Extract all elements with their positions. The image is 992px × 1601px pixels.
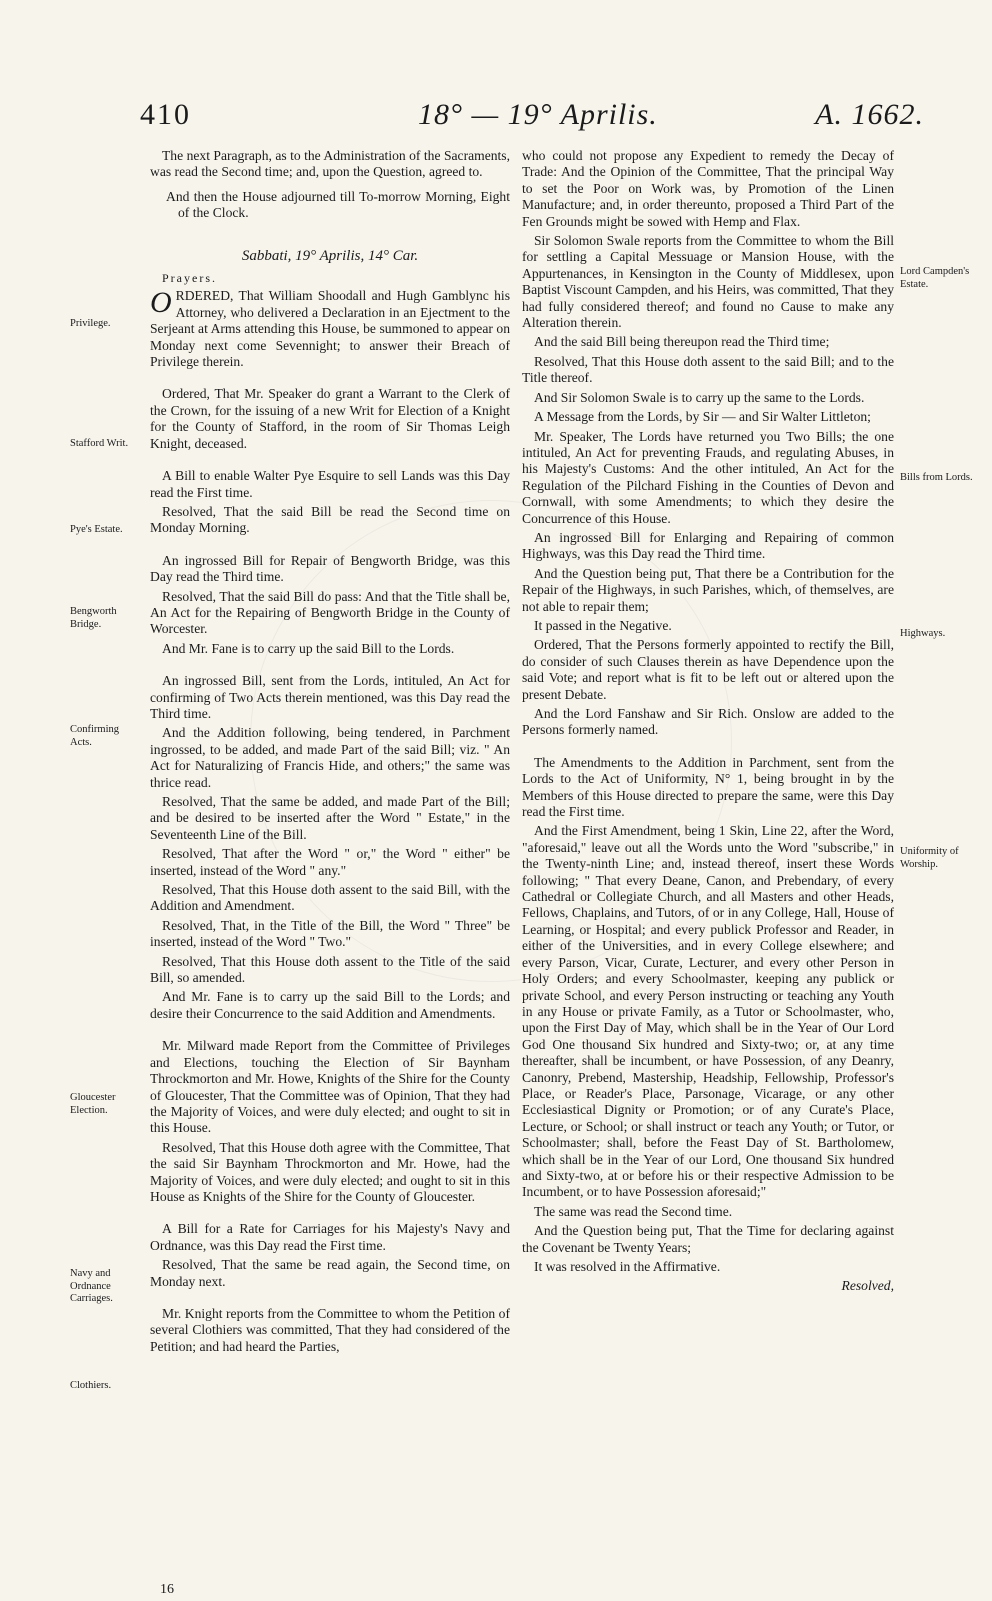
margin-note-bills-lords: Bills from Lords.: [900, 472, 973, 483]
uniformity-question: And the Question being put, That the Time for declaring against the Covenant be Twenty Years;: [522, 1223, 894, 1255]
highways-order: Ordered, That the Persons formerly appointed to rectify the Bill, do consider of such Clauses therein as have Dependence upon the said Vote; and report what is fit to be left out or altered upon the present Debate.: [522, 637, 894, 702]
gloucester-report: Mr. Milward made Report from the Committee of Privileges and Elections, touching the Election of Sir Baynham Throckmorton and Mr. Howe, Knights of the Shire for the County of Gloucester, That the Committee was of Opinion, That they had the Majority of Voices, and were duly elected; and ought to sit in this House.: [150, 1038, 510, 1136]
pye-entry: A Bill to enable Walter Pye Esquire to sell Lands was this Day read the First time.: [150, 468, 510, 500]
confirming-carry: And Mr. Fane is to carry up the said Bill to the Lords; and desire their Concurrence to the said Addition and Amendments.: [150, 989, 510, 1021]
uniformity-amendment: And the First Amendment, being 1 Skin, Line 22, after the Word, "aforesaid," leave out all the Words unto the Word "subscribe," in the Twenty-ninth Line; and, instead thereof, insert these Words following; " That every Deane, Canon, and Prebendary, of every Cathedral or Collegiate Church, and all Masters and other Heads, Fellows, Chaplains, and Tutors, of or in any College, Hall, House of Learning, or Hospital; and every publick Professor and Reader, in either of the Universities, and in every College elsewhere; and every Parson, Vicar, Curate, Lecturer, and every other Person in Holy Orders; and every Schoolmaster, keeping any publick or private School, and every Person instructing or teaching any Youth in any House or private Family, as a Tutor or Schoolmaster, who, upon the First Day of May, which shall be in the Year of Our Lord God One thousand Six hundred and Sixty-two; or, at any time thereafter, shall be incumbent, or have Possession, of any Deanry, Canonry, Prebend, Mastership, Headship, Fellowship, Professor's Place, or Reader's Place, Parsonage, Vicarage, or any other Ecclesiastical Dignity or Promotion; or of any Curate's Place, Lecture, or School; or shall instruct or teach any Youth; or Tutor, or Schoolmaster; shall, before the Feast Day of St. Bartholomew, which shall be in the Year of our Lord, One thousand Six hundred and Sixty-two, at or before his or their respective Admission to be Incumbent, or to have Possession aforesaid;": [522, 823, 894, 1200]
paragraph: The next Paragraph, as to the Administration of the Sacraments, was read the Second time; and, upon the Question, agreed to.: [150, 148, 510, 180]
page-number: 410: [140, 98, 191, 131]
stafford-entry: Ordered, That Mr. Speaker do grant a Warrant to the Clerk of the Crown, for the issuing of a new Writ for Election of a Knight for the County of Stafford, in the room of Sir Thomas Leigh Knight, deceased.: [150, 386, 510, 451]
margin-note-campden: Lord Campden's Estate.: [900, 266, 970, 290]
margin-note-stafford: Stafford Writ.: [70, 438, 129, 449]
left-column: [150, 148, 510, 1358]
lords-message: A Message from the Lords, by Sir — and Sir Walter Littleton;: [534, 409, 871, 425]
margin-note-confirming: Confirming Acts.: [70, 724, 119, 748]
bengworth-entry: An ingrossed Bill for Repair of Bengworth Bridge, was this Day read the Third time.: [150, 552, 510, 585]
signature-mark: 16: [160, 1582, 174, 1597]
margin-note-bengworth: Bengworth Bridge.: [70, 606, 117, 630]
navy-resolution: Resolved, That the same be read again, the Second time, on Monday next.: [150, 1257, 510, 1289]
campden-reading: And the said Bill being thereupon read the Third time;: [534, 334, 830, 350]
pye-resolution: Resolved, That the said Bill be read the Second time on Monday Morning.: [150, 503, 510, 536]
campden-resolution: Resolved, That this House doth assent to the said Bill; and to the Title thereof.: [522, 353, 894, 386]
bengworth-carry: And Mr. Fane is to carry up the said Bill to the Lords.: [162, 640, 455, 656]
uniformity-entry: The Amendments to the Addition in Parchment, sent from the Lords to the Act of Uniformity, N° 1, being brought in by the Members of this House directed to prepare the same, were this Day read the First time.: [522, 754, 894, 820]
margin-note-privilege: Privilege.: [70, 318, 111, 329]
catchword: Resolved,: [841, 1278, 894, 1294]
bengworth-resolution: Resolved, That the said Bill do pass: And that the Title shall be, An Act for the Repairing of Bengworth Bridge in the County of Worcester.: [150, 588, 510, 637]
confirming-resolution: Resolved, That after the Word " or," the Word " either" be inserted, instead of the Word " any.": [150, 846, 510, 878]
clothiers-report: Mr. Knight reports from the Committee to whom the Petition of several Clothiers was committed, That they had considered of the Petition; and had heard the Parties,: [150, 1305, 510, 1354]
uniformity-result: It was resolved in the Affirmative.: [534, 1259, 721, 1274]
margin-note-clothiers: Clothiers.: [70, 1380, 112, 1391]
margin-note-highways: Highways.: [900, 628, 946, 639]
clothiers-continued: who could not propose any Expedient to remedy the Decay of Trade: And the Opinion of the Committee, That the principal Way to set the Poor on Work was, by Promotion of the Linen Manufacture; and, in order thereunto, proposed a Third Part of the Fen Grounds might be sowed with Hemp and Flax.: [522, 148, 894, 229]
lords-message-text: Mr. Speaker, The Lords have returned you Two Bills; the one intituled, An Act for preventing Frauds, and regulating Abuses, in his Majesty's Customs: And the other intituled, An Act for the Regulation of the Pilchard Fishing in the Counties of Devon and Cornwall, with some Amendments; to which they desire the Concurrence of this House.: [522, 428, 894, 526]
drop-cap: O: [150, 286, 172, 320]
highways-added: And the Lord Fanshaw and Sir Rich. Onslow are added to the Persons formerly named.: [522, 706, 894, 738]
privilege-text: RDERED, That William Shoodall and Hugh Gamblync his Attorney, who delivered a Declaration in an Ejectment to the Serjeant at Arms attending this House, be summoned to appear on Monday next come Sevennight; to answer their Breach of Privilege therein.: [150, 288, 510, 370]
highways-entry: An ingrossed Bill for Enlarging and Repairing of common Highways, was this Day read the Third time.: [522, 529, 894, 562]
campden-carry: And Sir Solomon Swale is to carry up the same to the Lords.: [534, 389, 865, 405]
right-column: [522, 148, 894, 1298]
privilege-entry: [150, 288, 510, 370]
paragraph: And then the House adjourned till To-morrow Morning, Eight of the Clock.: [166, 188, 510, 221]
uniformity-second-reading: The same was read the Second time.: [534, 1203, 733, 1219]
page-header: [140, 98, 924, 146]
header-year: A. 1662.: [815, 98, 924, 131]
gloucester-resolution: Resolved, That this House doth agree with the Committee, That the said Sir Baynham Throckmorton and Mr. Howe, had the Majority of Voices, and were duly elected; and ought to sit in this House as Knights of the Shire for the County of Gloucester.: [150, 1139, 510, 1204]
confirming-resolution: Resolved, That the same be added, and made Part of the Bill; and be desired to be inserted after the Word " Estate," in the Seventeenth Line of the Bill.: [150, 794, 510, 842]
prayers-heading: Prayers.: [162, 271, 217, 286]
navy-entry: A Bill for a Rate for Carriages for his Majesty's Navy and Ordnance, was this Day read the First time.: [150, 1221, 510, 1253]
confirming-addition: And the Addition following, being tendered, in Parchment ingrossed, to be added, and made Part of the said Bill; viz. " An Act for Naturalizing of Francis Hide, and others;" the same was thrice read.: [150, 725, 510, 790]
confirming-resolution: Resolved, That this House doth assent to the said Bill, with the Addition and Amendment.: [150, 882, 510, 914]
confirming-resolution: Resolved, That this House doth assent to the Title of the said Bill, so amended.: [150, 953, 510, 986]
margin-note-navy: Navy and Ordnance Carriages.: [70, 1268, 113, 1304]
margin-note-uniformity: Uniformity of Worship.: [900, 846, 959, 870]
highways-question: And the Question being put, That there be a Contribution for the Repair of the Highways, in such Parishes, which, of themselves, are not able to repair them;: [522, 565, 894, 614]
confirming-entry: An ingrossed Bill, sent from the Lords, intituled, An Act for confirming of Two Acts therein mentioned, was this Day read the Third time.: [150, 673, 510, 721]
header-dates: 18° — 19° Aprilis.: [418, 98, 658, 131]
highways-result: It passed in the Negative.: [534, 617, 672, 633]
confirming-resolution: Resolved, That, in the Title of the Bill, the Word " Three" be inserted, instead of the Word " Two.": [150, 917, 510, 950]
margin-note-pye: Pye's Estate.: [70, 524, 123, 535]
campden-report: Sir Solomon Swale reports from the Committee to whom the Bill for settling a Capital Messuage or Mansion House, with the Appurtenances, in Kensington in the County of Middlesex, upon Baptist Viscount Campden, and his Heirs, was committed, That they had fully considered thereof; and found no Cause to make any Alteration therein.: [522, 233, 894, 331]
margin-note-gloucester: Gloucester Election.: [70, 1092, 116, 1116]
day-heading: Sabbati, 19° Aprilis, 14° Car.: [241, 247, 419, 264]
